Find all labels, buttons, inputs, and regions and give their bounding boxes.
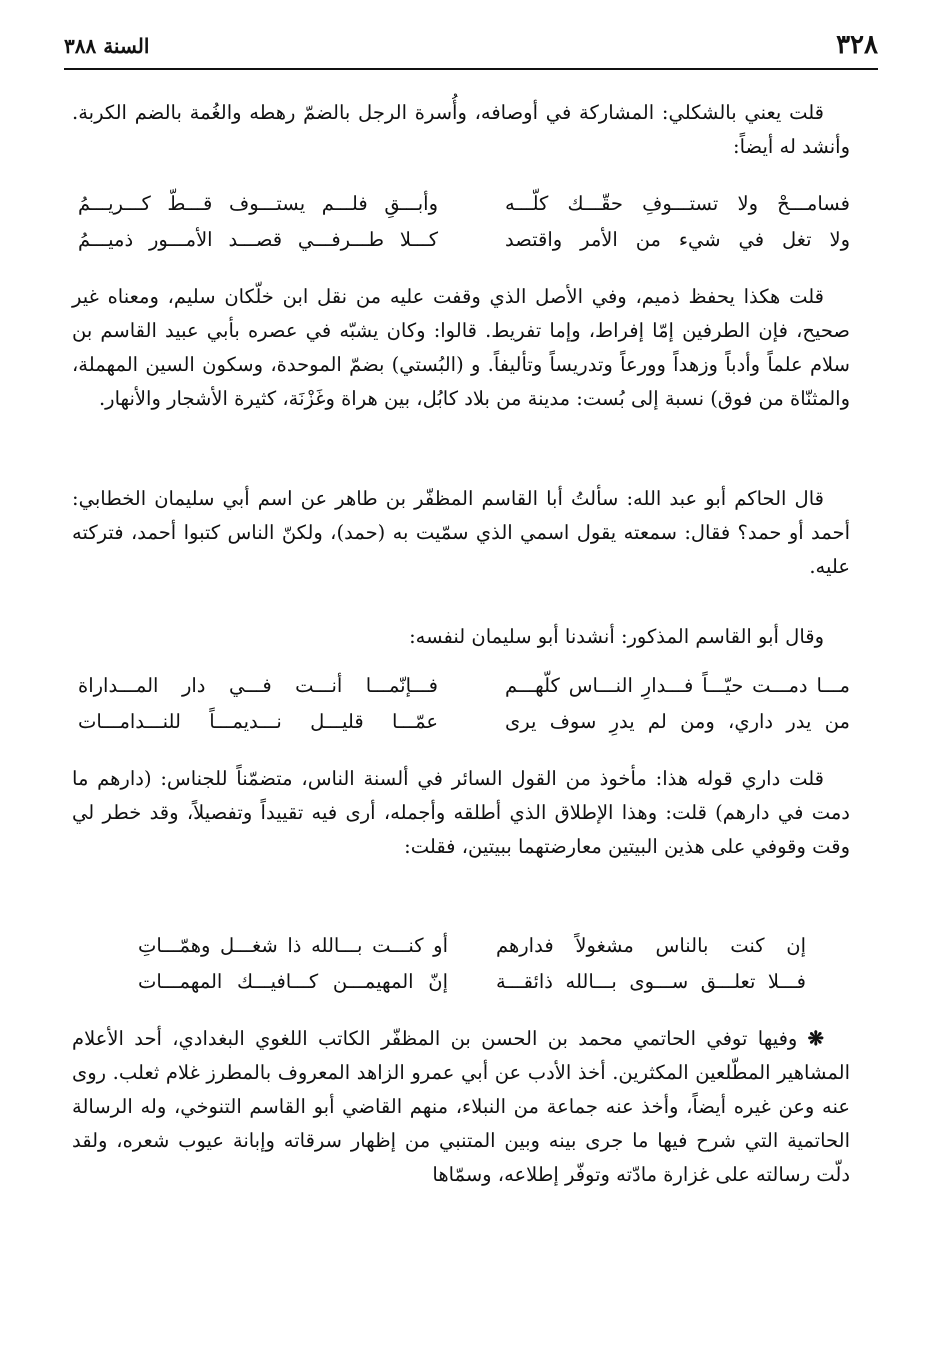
page-number: ٣٢٨ bbox=[836, 30, 878, 60]
verse-second-hemistich: عمّـــا قليـــل نـــديمـــاً للنـــدامـــات bbox=[78, 710, 438, 733]
verse-line bbox=[78, 704, 850, 740]
paragraph-6-text: وفيها توفي الحاتمي محمد بن الحسن بن المظفّر الكاتب اللغوي البغدادي، أحد الأعلام المشاهير المطّلعين المكثرين. أخذ الأدب عن أبي عمرو الزاهد المعروف بالمطرز غلام ثعلب. روى عنه وعن غيره أيضاً، وأخذ عنه جماعة من النبلاء، منهم القاضي أبو القاسم التنوخي، وله الرسالة الحاتمية التي شرح فيها ما جرى بينه وبين المتنبي من إظهار سرقاته وإبانة عيوب شعره، ولقد دلّت رسالته على غزارة مادّته وتوفّر إطلاعه، وسمّاها bbox=[72, 1027, 850, 1186]
verse-line bbox=[78, 222, 850, 258]
paragraph-3: قال الحاكم أبو عبد الله: سألتُ أبا القاسم المظفّر بن طاهر عن اسم أبي سليمان الخطابي: أحمد أو حمد؟ فقال: سمعته يقول اسمي الذي سمّيت به (حمد)، ولكنّ الناس كتبوا أحمد، فتركته عليه. bbox=[72, 487, 850, 578]
verse-first-hemistich: مـــا دمـــت حيّـــاً فـــدارِ النـــاس كلّهـــم bbox=[505, 674, 850, 697]
verse-first-hemistich: فسامـــحْ ولا تستـــوفِ حقّـــك كلّـــه bbox=[505, 192, 850, 215]
running-title: السنة ٣٨٨ bbox=[64, 34, 150, 58]
page-header bbox=[64, 30, 878, 66]
verse-first-hemistich: من يدر داري، ومن لم يدرِ سوف يرى bbox=[505, 710, 850, 733]
verse-block-2 bbox=[78, 668, 850, 740]
verse-line bbox=[138, 964, 806, 1000]
verse-second-hemistich: فـــإنّمـــا أنـــت فـــي دار المـــداراة bbox=[78, 674, 438, 697]
paragraph-2: قلت هكذا يحفظ ذميم، وفي الأصل الذي وقفت عليه من نقل ابن خلّكان سليم، ومعناه غير صحيح، فإن الطرفين إمّا إفراط، وإما تفريط. قالوا: وكان يشبّه في عصره بأبي عبيد القاسم بن سلام علماً وأدباً وزهداً وورعاً وتدريساً وتأليفاً. و (البُستي) بضمّ الموحدة، وسكون السين المهملة، والمثنّاة من فوق) نسبة إلى بُست: مدينة من بلاد كابُل، بين هراة وغَزْنَة، كثيرة الأشجار والأنهار. bbox=[72, 285, 850, 410]
paragraph-1: قلت يعني بالشكلي: المشاركة في أوصافه، وأُسرة الرجل بالضمّ رهطه والغُمة بالضم الكربة. وأنشد له أيضاً: bbox=[72, 101, 850, 158]
header-rule bbox=[64, 68, 878, 70]
verse-line bbox=[78, 668, 850, 704]
paragraph-5: قلت داري قوله هذا: مأخوذ من القول السائر في ألسنة الناس، متضمّناً للجناس: (دارهم ما دمت في دارهم) قلت: وهذا الإطلاق الذي أطلقه وأجمله، أرى فيه تقييداً وتفصيلاً، وقد خطر لي وقت وقوفي على هذين البيتين معارضتهما ببيتين، فقلت: bbox=[72, 767, 850, 858]
verse-second-hemistich: إنّ المهيمـــن كـــافيـــك المهمـــات bbox=[138, 970, 448, 993]
paragraph-6 bbox=[72, 1022, 850, 1192]
verse-line bbox=[138, 928, 806, 964]
paragraph-4: وقال أبو القاسم المذكور: أنشدنا أبو سليمان لنفسه: bbox=[409, 625, 824, 648]
verse-first-hemistich: فـــلا تعلـــق ســـوى بـــالله ذائقـــة bbox=[496, 970, 806, 993]
entry-marker: ❋ bbox=[807, 1027, 824, 1050]
verse-second-hemistich: كـــلا طـــرفـــي قصـــد الأمـــور ذميـــمُ bbox=[78, 228, 438, 251]
verse-first-hemistich: ولا تغل في شيء من الأمر واقتصد bbox=[505, 228, 850, 251]
verse-line bbox=[78, 186, 850, 222]
verse-block-3 bbox=[138, 928, 806, 1000]
verse-second-hemistich: أو كنـــت بـــالله ذا شغـــل وهمّـــاتِ bbox=[138, 934, 448, 957]
verse-second-hemistich: وأبـــقِ فلـــم يستـــوف قـــطّ كـــريـــمُ bbox=[78, 192, 438, 215]
verse-block-1 bbox=[78, 186, 850, 258]
verse-first-hemistich: إن كنت بالناس مشغولاً فدارهم bbox=[496, 934, 806, 957]
